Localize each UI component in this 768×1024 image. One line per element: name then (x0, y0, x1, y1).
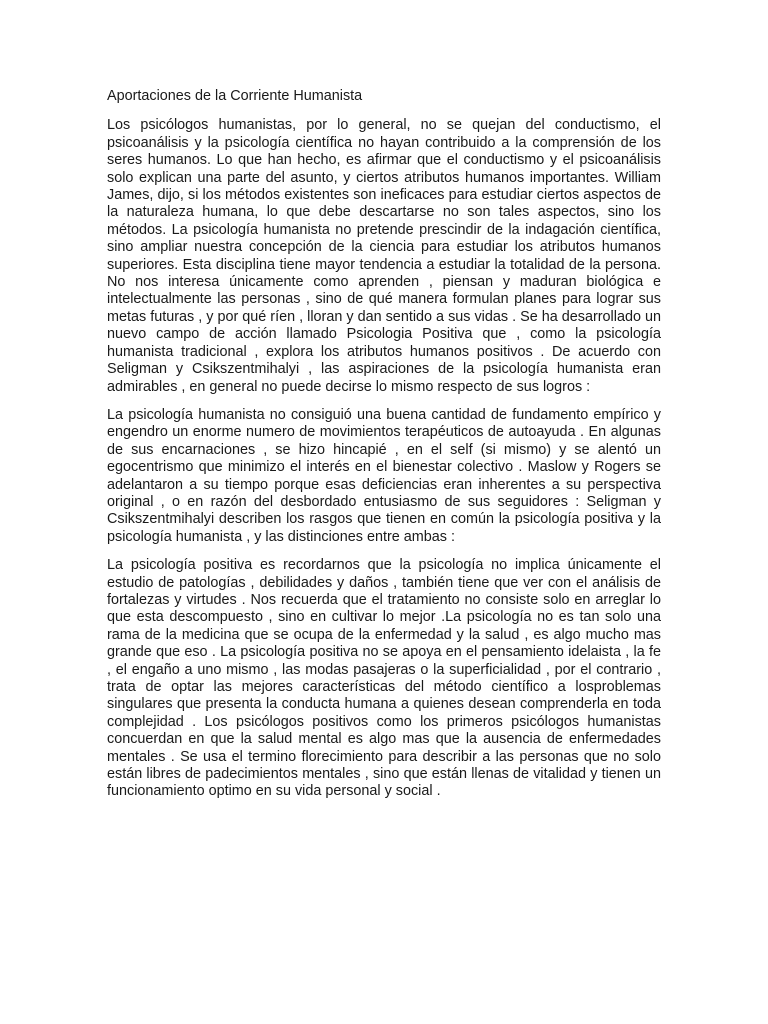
document-page (107, 88, 661, 812)
paragraph-1: Los psicólogos humanistas, por lo general, no se quejan del conductismo, el psicoanálisis y la psicología científica no hayan contribuido a la comprensión de los seres humanos. Lo que han hecho, es afirmar que el conductismo y el psicoanálisis solo explican una parte del asunto, y ciertos atributos humanos importantes. William James, dijo, si los métodos existentes son ineficaces para estudiar ciertos aspectos de la naturaleza humana, lo que debe descartarse no son tales aspectos, sino los métodos. La psicología humanista no pretende prescindir de la indagación científica, sino ampliar nuestra concepción de la ciencia para estudiar los atributos humanos superiores. Esta disciplina tiene mayor tendencia a estudiar la totalidad de la persona. No nos interesa únicamente como aprenden , piensan y maduran biológica e intelectualmente las personas , sino de qué manera formulan planes para lograr sus metas futuras , y por qué ríen , lloran y dan sentido a sus vidas . Se ha desarrollado un nuevo campo de acción llamado Psicologia Positiva que , como la psicología humanista tradicional , explora los atributos humanos positivos . De acuerdo con Seligman y Csikszentmihalyi , las aspiraciones de la psicología humanista eran admirables , en general no puede decirse lo mismo respecto de sus logros : (107, 117, 661, 395)
document-title: Aportaciones de la Corriente Humanista (107, 88, 363, 104)
paragraph-3: La psicología positiva es recordarnos que la psicología no implica únicamente el estudio de patologías , debilidades y daños , también tiene que ver con el análisis de fortalezas y virtudes . Nos recuerda que el tratamiento no consiste solo en arreglar lo que esta descompuesto , sino en cultivar lo mejor .La psicología no es tan solo una rama de la medicina que se ocupa de la enfermedad y la salud , es algo mucho mas grande que eso . La psicología positiva no se apoya en el pensamiento idelaista , la fe , el engaño a uno mismo , las modas pasajeras o la superficialidad , por el contrario , trata de optar las mejores características del método científico a losproblemas singulares que presenta la conducta humana a quienes desean comprenderla en toda complejidad . Los psicólogos positivos como los primeros psicólogos humanistas concuerdan en que la salud mental es algo mas que la ausencia de enfermedades mentales . Se usa el termino florecimiento para describir a las personas que no solo están libres de padecimientos mentales , sino que están llenas de vitalidad y tienen un funcionamiento optimo en su vida personal y social . (107, 557, 661, 800)
paragraph-2: La psicología humanista no consiguió una buena cantidad de fundamento empírico y engendro un enorme numero de movimientos terapéuticos de autoayuda . En algunas de sus encarnaciones , se hizo hincapié , en el self (si mismo) y se alentó un egocentrismo que minimizo el interés en el bienestar colectivo . Maslow y Rogers se adelantaron a su tiempo porque esas deficiencias eran inherentes a su perspectiva original , o en razón del desbordado entusiasmo de sus seguidores : Seligman y Csikszentmihalyi describen los rasgos que tienen en común la psicología positiva y la psicología humanista , y las distinciones entre ambas : (107, 406, 661, 545)
